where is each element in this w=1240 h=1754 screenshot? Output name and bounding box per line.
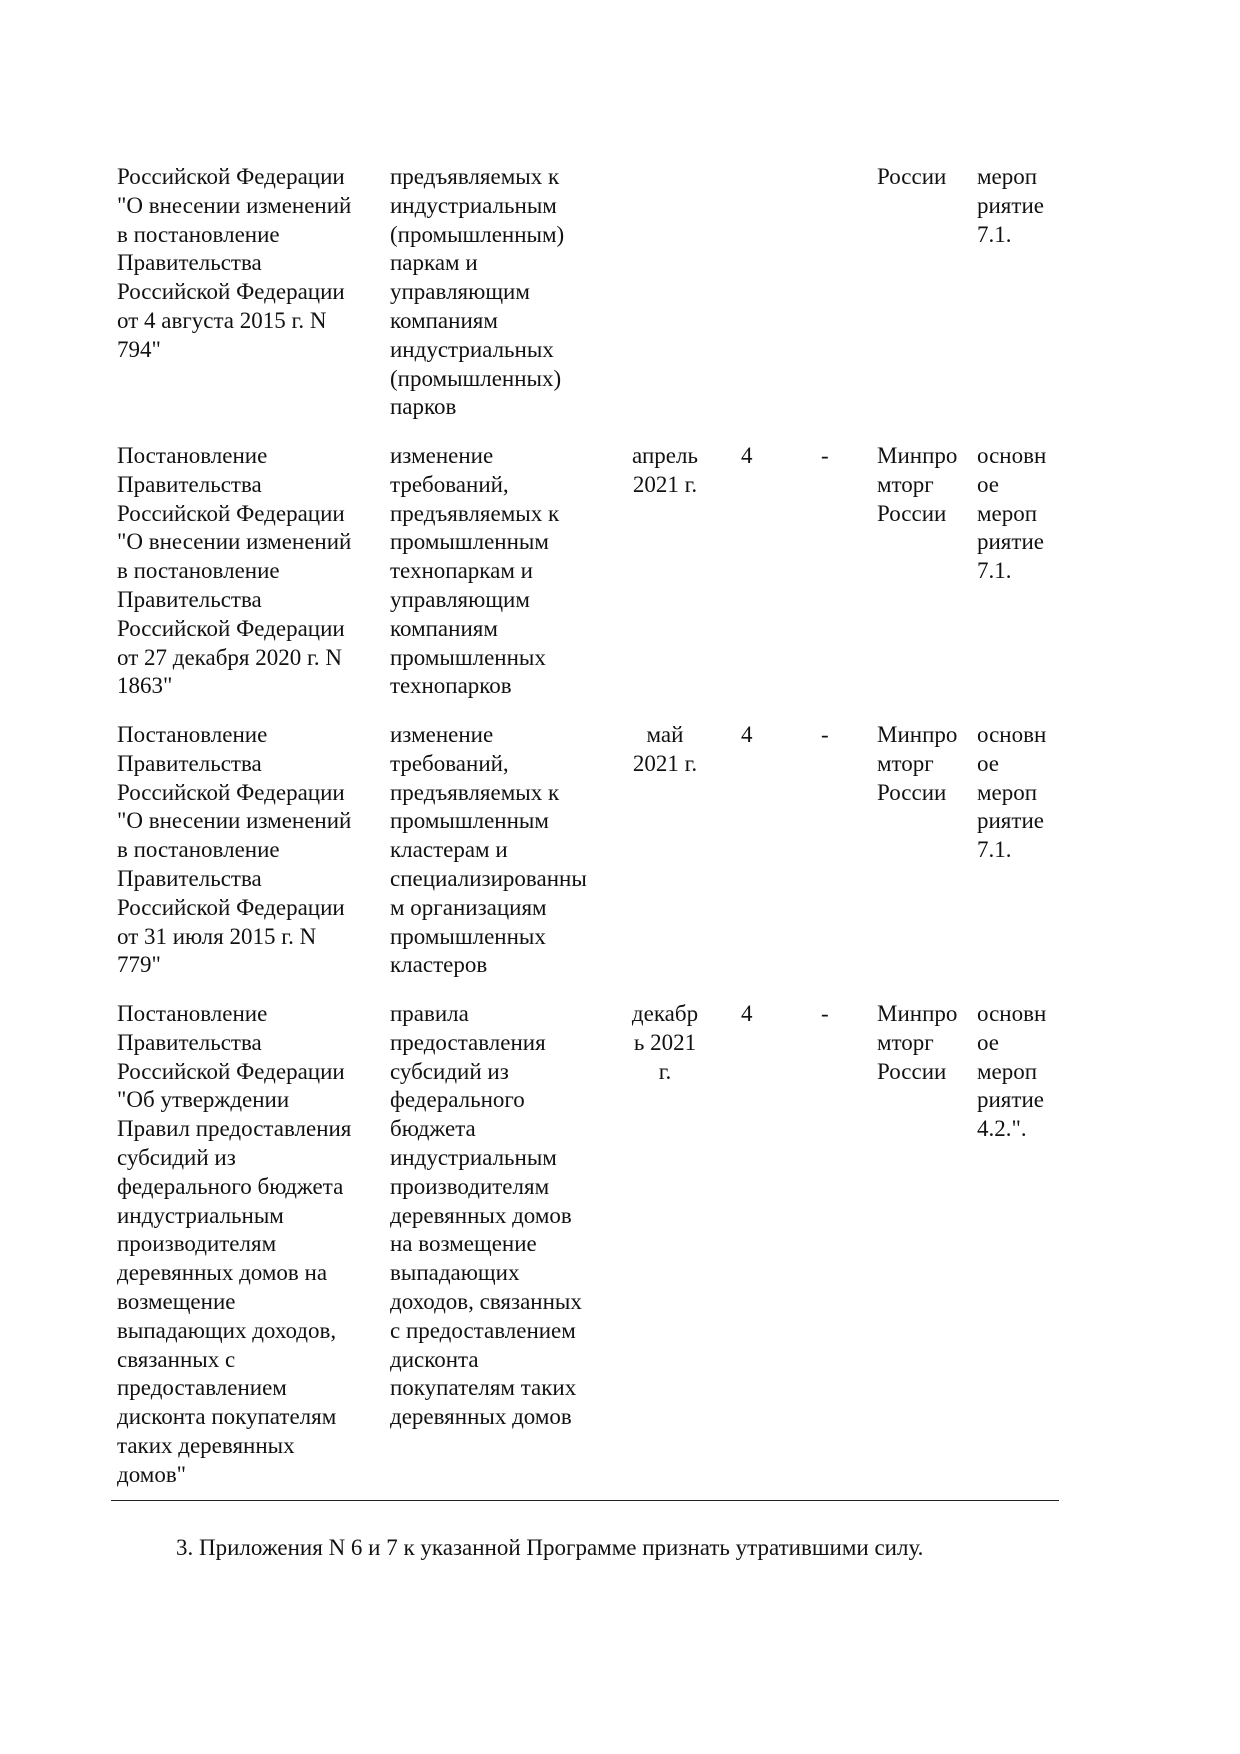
measure-link-cell: основн ое мероп риятие 7.1. [977, 443, 1047, 584]
dash-cell: - [821, 1001, 829, 1026]
measure-link-cell: основн ое мероп риятие 7.1. [977, 722, 1047, 863]
description-cell: правила предоставления субсидий из федерального бюджета индустриальным производителям деревянных домов на возмещение выпадающих доходов, связанных с предоставлением дисконта покупателям таких деревянных домов [390, 1001, 582, 1430]
responsible-cell: России [877, 164, 947, 189]
number-cell: 4 [741, 1001, 753, 1026]
responsible-cell: Минпро мторг России [877, 722, 958, 805]
dash-cell: - [821, 443, 829, 468]
table-row [117, 721, 1063, 1000]
document-cell: Постановление Правительства Российской Федерации "О внесении изменений в постановление Правительства Российской Федерации от 27 декабря 2020 г. N 1863" [117, 443, 352, 699]
measure-link-cell: основн ое мероп риятие 4.2.". [977, 1001, 1047, 1142]
closing-paragraph: 3. Приложения N 6 и 7 к указанной Программе признать утратившими силу. [176, 1535, 924, 1560]
measure-link-cell: мероп риятие 7.1. [977, 164, 1044, 247]
responsible-cell: Минпро мторг России [877, 443, 958, 526]
table-bottom-rule [111, 1500, 1059, 1501]
description-cell: изменение требований, предъявляемых к промышленным кластерам и специализированны м организациям промышленных кластеров [390, 722, 587, 978]
term-cell: декабр ь 2021 г. [631, 1001, 699, 1084]
document-cell: Постановление Правительства Российской Федерации "О внесении изменений в постановление Правительства Российской Федерации от 31 июля 2015 г. N 779" [117, 722, 352, 978]
document-cell: Российской Федерации "О внесении изменений в постановление Правительства Российской Федерации от 4 августа 2015 г. N 794" [117, 164, 352, 362]
number-cell: 4 [741, 443, 753, 468]
term-cell: апрель 2021 г. [632, 443, 698, 497]
responsible-cell: Минпро мторг России [877, 1001, 958, 1084]
regulations-table [117, 163, 1063, 1500]
table-row [117, 442, 1063, 721]
number-cell: 4 [741, 722, 753, 747]
description-cell: изменение требований, предъявляемых к промышленным технопаркам и управляющим компаниям промышленных технопарков [390, 443, 560, 699]
dash-cell: - [821, 722, 829, 747]
description-cell: предъявляемых к индустриальным (промышленным) паркам и управляющим компаниям индустриальных (промышленных) парков [390, 164, 565, 420]
term-cell: май 2021 г. [632, 722, 698, 776]
table-row [117, 1000, 1063, 1500]
table-row [117, 163, 1063, 442]
document-cell: Постановление Правительства Российской Федерации "Об утверждении Правил предоставления субсидий из федерального бюджета индустриальным производителям деревянных домов на возмещение выпадающих доходов, связанных с предоставлением дисконта покупателям таких деревянных домов" [117, 1001, 352, 1487]
